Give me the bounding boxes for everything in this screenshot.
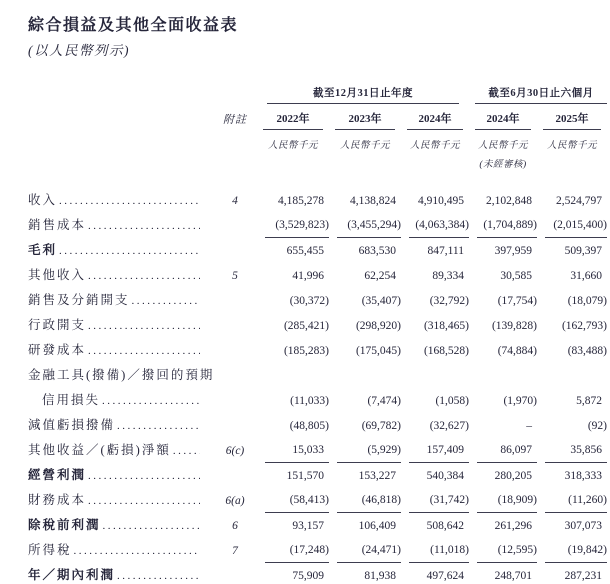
dot-leader <box>173 439 200 464</box>
value-cell: 683,530 <box>358 244 396 257</box>
page-title: 綜合損益及其他全面收益表 <box>28 17 239 34</box>
row-label-text: 信用損失 <box>42 393 101 407</box>
value-cell: (139,828) <box>491 319 537 332</box>
value-cell: 5,872 <box>576 394 602 407</box>
header-spacer <box>28 84 257 104</box>
header-spacer <box>257 156 329 174</box>
row-label <box>28 538 213 563</box>
value-cell: 318,333 <box>564 469 602 482</box>
currency-unit-1: 人民幣千元 <box>339 141 390 151</box>
note-ref <box>213 388 257 413</box>
value-cell: (5,929) <box>337 438 401 463</box>
year-header-1: 2023年 <box>335 104 395 130</box>
value-cell: (32,792) <box>429 294 469 307</box>
value-cell <box>545 363 607 388</box>
value-cell: 4,185,278 <box>278 194 324 207</box>
note-ref <box>213 463 257 488</box>
row-label-text: 行政開支 <box>28 318 87 332</box>
dot-leader <box>59 239 200 264</box>
note-ref <box>213 313 257 338</box>
note-ref <box>213 363 257 388</box>
dot-leader <box>88 214 200 239</box>
value-cell: (83,488) <box>567 344 607 357</box>
note-ref: 6(a) <box>225 494 245 507</box>
dot-leader <box>88 264 200 289</box>
value-cell: (32,627) <box>429 419 469 432</box>
value-cell <box>265 363 329 388</box>
row-label <box>28 563 213 584</box>
value-cell: 153,227 <box>358 469 396 482</box>
value-cell: (3,529,823) <box>265 213 329 238</box>
row-label <box>28 313 213 338</box>
value-cell: 261,296 <box>494 519 532 532</box>
note-column-header: 附註 <box>223 114 247 126</box>
value-cell: 93,157 <box>292 519 324 532</box>
row-label <box>28 263 213 288</box>
column-group-annual: 截至12月31日止年度 <box>267 84 459 104</box>
row-label-text: 毛利 <box>28 243 58 257</box>
row-label <box>28 488 213 513</box>
row-label-text: 研發成本 <box>28 343 87 357</box>
value-cell <box>337 363 401 388</box>
value-cell: 157,409 <box>409 438 469 463</box>
row-label <box>28 388 213 413</box>
header-spacer <box>28 104 213 130</box>
value-cell: 248,701 <box>494 569 532 582</box>
value-cell: 41,996 <box>292 269 324 282</box>
value-cell: (1,970) <box>503 394 537 407</box>
value-cell: (185,283) <box>283 344 329 357</box>
value-cell: 509,397 <box>564 244 602 257</box>
value-cell: 2,524,797 <box>556 194 602 207</box>
row-label <box>28 238 213 263</box>
dot-leader <box>59 189 200 214</box>
value-cell: (1,058) <box>435 394 469 407</box>
row-label-text: 除稅前利潤 <box>28 518 101 532</box>
header-spacer <box>28 156 257 174</box>
value-cell: (11,033) <box>290 394 329 407</box>
value-cell: 655,455 <box>286 244 324 257</box>
column-group-interim: 截至6月30日止六個月 <box>475 84 607 104</box>
value-cell: 15,033 <box>265 438 329 463</box>
dot-leader <box>132 289 200 314</box>
value-cell: 81,938 <box>364 569 396 582</box>
row-label-text: 收入 <box>28 193 58 207</box>
value-cell: 287,231 <box>564 569 602 582</box>
note-ref: 5 <box>232 269 238 282</box>
value-cell <box>477 363 537 388</box>
row-label-text: 其他收入 <box>28 268 87 282</box>
note-ref: 6(c) <box>225 444 245 457</box>
value-cell: 847,111 <box>427 244 464 257</box>
dot-leader <box>117 414 200 439</box>
value-cell: (162,793) <box>561 319 607 332</box>
value-cell: (31,742) <box>409 488 469 513</box>
dot-leader <box>103 514 200 539</box>
value-cell: 30,585 <box>500 269 532 282</box>
value-cell: (298,920) <box>355 319 401 332</box>
row-label <box>28 338 213 363</box>
note-ref <box>213 238 257 263</box>
header-spacer <box>401 156 469 174</box>
note-ref: 6 <box>232 519 238 532</box>
value-cell: 280,205 <box>494 469 532 482</box>
header-spacer <box>537 156 607 174</box>
value-cell: (74,884) <box>497 344 537 357</box>
income-statement-table <box>28 84 610 584</box>
row-label <box>28 213 213 238</box>
row-label-text: 所得稅 <box>28 543 72 557</box>
value-cell: – <box>526 419 532 432</box>
row-label-text: 其他收益／(虧損)淨額 <box>28 443 171 457</box>
value-cell: 75,909 <box>292 569 324 582</box>
note-ref <box>213 213 257 238</box>
year-header-4: 2025年 <box>543 104 601 130</box>
row-label-text: 經營利潤 <box>28 468 87 482</box>
value-cell: (285,421) <box>283 319 329 332</box>
value-cell: 497,624 <box>426 569 464 582</box>
value-cell: (48,805) <box>289 419 329 432</box>
value-cell: 62,254 <box>364 269 396 282</box>
note-ref <box>213 288 257 313</box>
value-cell: 35,856 <box>545 438 607 463</box>
year-header-0: 2022年 <box>263 104 323 130</box>
row-label-text: 財務成本 <box>28 493 87 507</box>
row-label <box>28 413 213 438</box>
value-cell: (12,595) <box>477 538 537 563</box>
header-body-gap <box>28 174 607 188</box>
dot-leader <box>102 389 200 414</box>
note-ref <box>213 338 257 363</box>
value-cell: (24,471) <box>337 538 401 563</box>
currency-unit-0: 人民幣千元 <box>267 141 318 151</box>
currency-unit-2: 人民幣千元 <box>409 141 460 151</box>
value-cell: (7,474) <box>367 394 401 407</box>
currency-unit-4: 人民幣千元 <box>546 141 597 151</box>
value-cell: (17,754) <box>497 294 537 307</box>
dot-leader <box>88 489 200 514</box>
row-label-text: 銷售成本 <box>28 218 87 232</box>
value-cell: (11,260) <box>545 488 607 513</box>
value-cell: 2,102,848 <box>486 194 532 207</box>
row-label <box>28 288 213 313</box>
value-cell: 106,409 <box>358 519 396 532</box>
value-cell: (3,455,294) <box>337 213 401 238</box>
value-cell <box>409 363 469 388</box>
note-ref: 7 <box>232 544 238 557</box>
value-cell: (92) <box>587 419 607 432</box>
year-header-2: 2024年 <box>407 104 463 130</box>
value-cell: 397,959 <box>494 244 532 257</box>
note-ref: 4 <box>232 194 238 207</box>
year-header-3: 2024年 <box>475 104 531 130</box>
value-cell: (318,465) <box>423 319 469 332</box>
dot-leader <box>88 314 200 339</box>
value-cell: 4,138,824 <box>350 194 396 207</box>
row-label-text: 金融工具(撥備)／撥回的預期 <box>28 368 215 382</box>
value-cell: 540,384 <box>426 469 464 482</box>
dot-leader <box>88 339 200 364</box>
note-ref <box>213 413 257 438</box>
value-cell: 151,570 <box>286 469 324 482</box>
value-cell: (46,818) <box>337 488 401 513</box>
dot-leader <box>117 564 200 584</box>
row-label-text: 年／期內利潤 <box>28 568 116 582</box>
value-cell: 307,073 <box>564 519 602 532</box>
value-cell: (35,407) <box>361 294 401 307</box>
value-cell: (30,372) <box>289 294 329 307</box>
value-cell: (2,015,400) <box>545 213 607 238</box>
value-cell: 89,334 <box>432 269 464 282</box>
dot-leader <box>88 464 200 489</box>
value-cell: (1,704,889) <box>477 213 537 238</box>
dot-leader <box>74 539 200 564</box>
row-label <box>28 438 213 463</box>
value-cell: 86,097 <box>477 438 537 463</box>
row-label <box>28 363 213 388</box>
value-cell: (18,079) <box>567 294 607 307</box>
value-cell: (18,909) <box>477 488 537 513</box>
value-cell: (17,248) <box>265 538 329 563</box>
row-label-text: 減值虧損撥備 <box>28 418 116 432</box>
value-cell: 4,910,495 <box>418 194 464 207</box>
note-ref <box>213 563 257 584</box>
currency-unit-3: 人民幣千元 <box>477 141 528 151</box>
header-spacer <box>329 156 401 174</box>
value-cell: (175,045) <box>355 344 401 357</box>
value-cell: 508,642 <box>426 519 464 532</box>
row-label <box>28 513 213 538</box>
value-cell: (11,018) <box>409 538 469 563</box>
unaudited-note: (未經審核) <box>479 160 527 170</box>
header-spacer <box>28 130 257 156</box>
row-label-text: 銷售及分銷開支 <box>28 293 130 307</box>
row-label <box>28 188 213 213</box>
value-cell: (69,782) <box>361 419 401 432</box>
value-cell: (19,842) <box>545 538 607 563</box>
value-cell: (58,413) <box>265 488 329 513</box>
page-subtitle: (以人民幣列示) <box>28 43 130 58</box>
value-cell: 31,660 <box>570 269 602 282</box>
value-cell: (4,063,384) <box>409 213 469 238</box>
row-label <box>28 463 213 488</box>
value-cell: (168,528) <box>423 344 469 357</box>
